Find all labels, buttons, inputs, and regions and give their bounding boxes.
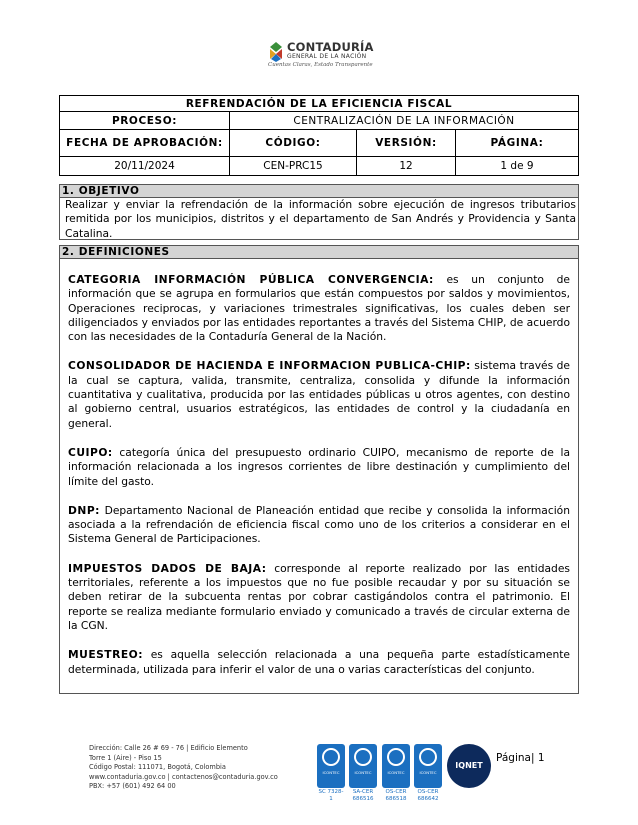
definition-item xyxy=(68,359,570,430)
definition-text: sistema través de la cual se captura, valida, transmite, centraliza, consolida y difunde la información cuantitativa y cualitativa, producida por las entidades públicas u otros agentes, con destino al gobierno central, usuarios estratégicos, las entidades de control y la ciudadanía en general. xyxy=(68,359,570,430)
page-label: PÁGINA: xyxy=(456,130,579,157)
approval-date-label: FECHA DE APROBACIÓN: xyxy=(60,130,230,157)
approval-date-value: 20/11/2024 xyxy=(60,157,230,176)
definition-item xyxy=(68,446,570,489)
definition-term: MUESTREO: xyxy=(68,648,143,662)
section-objective-text: Realizar y enviar la refrendación de la información sobre ejecución de ingresos tributarios remitida por los municipios, distritos y el departamento de San Andrés y Providencia y Santa Catalina. xyxy=(65,198,576,240)
code-value: CEN-PRC15 xyxy=(230,157,357,176)
definition-term: CONSOLIDADOR DE HACIENDA E INFORMACION PUBLICA-CHIP: xyxy=(68,359,471,373)
certification-seal-icon xyxy=(387,748,405,766)
document-title: REFRENDACIÓN DE LA EFICIENCIA FISCAL xyxy=(60,96,579,112)
footer-line: Dirección: Calle 26 # 69 - 76 | Edificio Elemento xyxy=(89,744,248,752)
definition-text: corresponde al reporte realizado por las entidades territoriales, referente a los impuestos que no fue posible recaudar y por su situación se deben retirar de la subcuenta rentas por cobrar castigándolos contra el patrimonio. El reporte se realiza mediante formulario enviado y comunicado a través de circular externa de la CGN. xyxy=(68,561,570,632)
footer-link-line[interactable]: www.contaduria.gov.co | contactenos@contaduria.gov.co xyxy=(89,772,278,781)
section-objective xyxy=(59,184,579,240)
definition-text: categoría única del presupuesto ordinario CUIPO, mecanismo de reporte de la información relacionada a los ingresos corrientes de libre destinación y cumplimiento del límite del gasto. xyxy=(68,445,570,488)
section-definitions xyxy=(59,245,579,694)
definition-term: IMPUESTOS DADOS DE BAJA: xyxy=(68,561,267,575)
definition-item xyxy=(68,562,570,633)
certification-code: OS-CER 686642 xyxy=(417,789,439,802)
page-number: Página| 1 xyxy=(496,752,545,764)
section-objective-title: 1. OBJETIVO xyxy=(60,185,578,198)
certification-seal-icon xyxy=(354,748,372,766)
definition-text: es un conjunto de información que se agrupa en formularios que están compuestos por saldos y movimientos, Operaciones reciprocas, y variaciones trimestrales significativas, los cuales deben ser diligenciados y enviados por las entidades reportantes a través del Sistema CHIP, de acuerdo con las necesidades de la Contaduría General de la Nación. xyxy=(68,273,570,344)
definition-text: es aquella selección relacionada a una pequeña parte estadísticamente determinada, utilizada para inferir el valor de una o varias características del conjunto. xyxy=(68,648,570,676)
logo-tagline: Cuentas Claras, Estado Transparente xyxy=(268,62,373,68)
footer-address xyxy=(89,744,278,792)
footer-line: PBX: +57 (601) 492 64 00 xyxy=(89,782,176,791)
iqnet-badge xyxy=(447,744,491,788)
section-definitions-title: 2. DEFINICIONES xyxy=(60,246,578,259)
definition-item xyxy=(68,648,570,677)
definition-item xyxy=(68,273,570,344)
process-value: CENTRALIZACIÓN DE LA INFORMACIÓN xyxy=(230,112,579,130)
footer-line: Torre 1 (Aire) - Piso 15 xyxy=(89,753,162,762)
logo-mark-icon xyxy=(268,42,284,62)
definition-term: CUIPO: xyxy=(68,445,113,459)
certification-code: SC 7328-1 xyxy=(318,789,344,802)
code-label: CÓDIGO: xyxy=(230,130,357,157)
definition-term: CATEGORIA INFORMACIÓN PÚBLICA CONVERGENCIA: xyxy=(68,273,434,286)
footer-line: Código Postal: 111071, Bogotá, Colombia xyxy=(89,763,226,772)
version-value: 12 xyxy=(357,157,456,176)
certification-seal-icon xyxy=(322,748,340,766)
logo-subtitle: GENERAL DE LA NACIÓN xyxy=(287,53,367,60)
document-header-table xyxy=(59,95,579,176)
definitions-body xyxy=(60,259,578,677)
certification-badge: ICONTEC SC 7328-1 xyxy=(317,744,345,800)
version-label: VERSIÓN: xyxy=(357,130,456,157)
certification-code: OS-CER 686518 xyxy=(385,789,407,802)
certification-badge: ICONTEC OS-CER 686518 xyxy=(382,744,410,800)
certification-code: SA-CER 686516 xyxy=(352,789,374,802)
definition-term: DNP: xyxy=(68,503,100,517)
cgn-logo xyxy=(268,40,378,74)
page-value: 1 de 9 xyxy=(456,157,579,176)
certification-badge: ICONTEC SA-CER 686516 xyxy=(349,744,377,800)
certification-badge: ICONTEC OS-CER 686642 xyxy=(414,744,442,800)
iqnet-label: IQNET xyxy=(455,761,483,770)
process-label: PROCESO: xyxy=(60,112,230,130)
definition-item xyxy=(68,504,570,547)
certification-seal-icon xyxy=(419,748,437,766)
definition-text: Departamento Nacional de Planeación entidad que recibe y consolida la información asociada a la refrendación de eficiencia fiscal como uno de los criterios a considerar en el Sistema General de Participaciones. xyxy=(68,503,570,546)
logo-name: CONTADURÍA xyxy=(287,40,374,54)
